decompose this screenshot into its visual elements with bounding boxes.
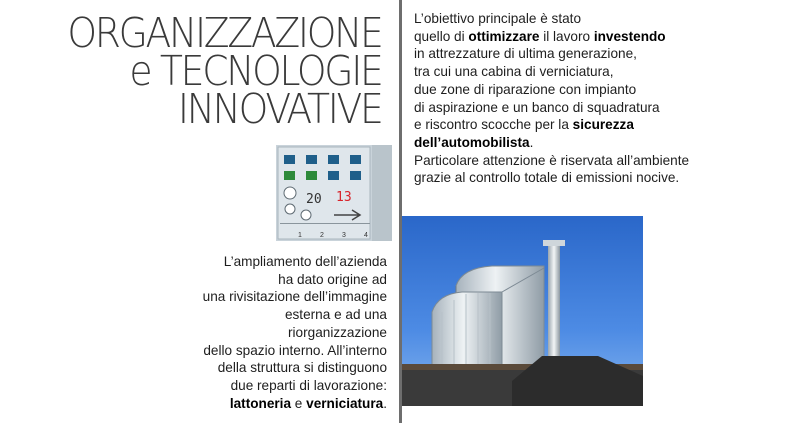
panel-scale-3: 3 xyxy=(342,232,346,239)
left-line-6: della struttura si distinguono xyxy=(217,360,387,376)
panel-readout-right: 13 xyxy=(336,190,352,205)
left-line-2: ha dato origine ad xyxy=(278,271,387,287)
panel-scale-1: 1 xyxy=(298,232,302,239)
headline-line-2: e TECNOLOGIE xyxy=(129,47,382,95)
right-line-4: tra cui una cabina di verniciatura, xyxy=(414,64,614,80)
right-line-8b: . xyxy=(529,134,534,150)
left-line-5: dello spazio interno. All’interno xyxy=(203,342,387,358)
exhaust-plant-photo xyxy=(402,216,643,406)
headline-line-1: ORGANIZZAZIONE xyxy=(67,9,382,57)
exhaust-plant-illustration xyxy=(402,216,643,406)
headline-line-3: INNOVATIVE xyxy=(178,85,382,133)
right-line-2c: il lavoro xyxy=(539,28,594,44)
bold-verniciatura: verniciatura xyxy=(306,395,384,411)
right-line-10: grazie al controllo totale di emissioni nocive. xyxy=(414,170,680,186)
panel-readout-left: 20 xyxy=(306,192,322,207)
bold-investendo: investendo xyxy=(593,28,666,44)
left-line-8d: . xyxy=(383,395,387,411)
left-paragraph xyxy=(197,253,387,412)
panel-scale-2: 2 xyxy=(320,232,324,239)
left-line-3: una rivisitazione dell’immagine xyxy=(202,289,387,305)
left-line-8b: e xyxy=(291,395,307,411)
right-line-3: in attrezzature di ultima generazione, xyxy=(414,46,637,62)
right-paragraph xyxy=(414,10,794,187)
right-line-2a: quello di xyxy=(414,28,469,44)
right-line-9: Particolare attenzione è riservata all’ambiente xyxy=(414,152,690,168)
right-line-6: di aspirazione e un banco di squadratura xyxy=(414,99,660,115)
bold-lattoneria: lattoneria xyxy=(229,395,292,411)
panel-scale-4: 4 xyxy=(364,232,368,239)
left-line-4: esterna e ad una riorganizzazione xyxy=(284,307,387,340)
bold-sicurezza: sicurezza xyxy=(572,117,634,133)
page-headline xyxy=(67,9,382,133)
left-line-1: L’ampliamento dell’azienda xyxy=(223,254,387,269)
left-line-7: due reparti di lavorazione: xyxy=(230,377,387,393)
right-line-1: L’obiettivo principale è stato xyxy=(414,11,582,26)
control-panel-illustration xyxy=(276,145,392,241)
control-panel-photo xyxy=(276,145,392,241)
bold-automobilista: dell’automobilista xyxy=(414,134,530,150)
right-line-5: due zone di riparazione con impianto xyxy=(414,81,637,97)
bold-ottimizzare: ottimizzare xyxy=(468,28,540,44)
right-line-7a: e riscontro scocche per la xyxy=(414,117,573,133)
